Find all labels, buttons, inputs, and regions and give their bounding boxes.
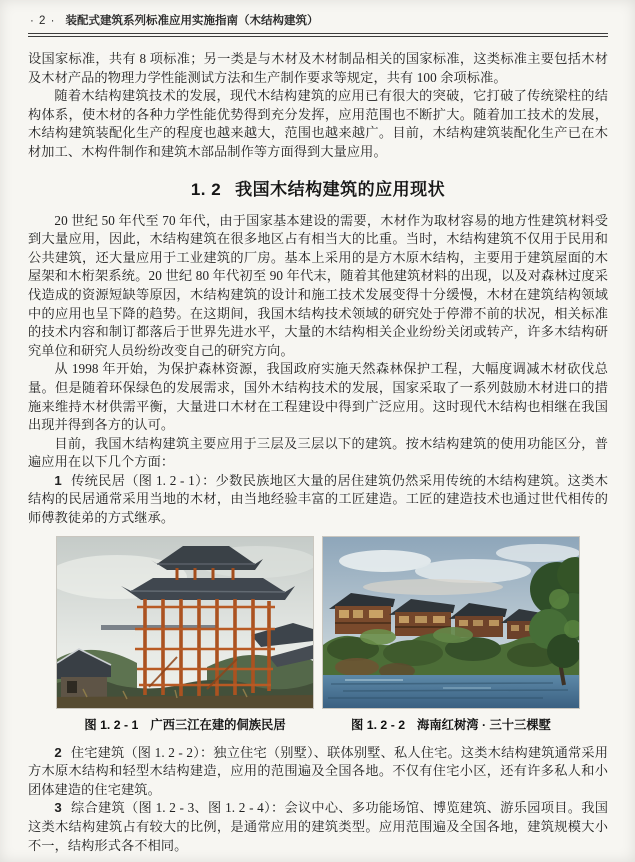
- item-text: 住宅建筑（图 1. 2 - 2）：独立住宅（别墅）、联体别墅、私人住宅。这类木结构建筑通常采用方木原木结构和轻型木结构建造，应用的范围遍及全国各地。不仅有住宅小区，还有许多私人和小团体建造的住宅建筑。: [28, 744, 608, 797]
- figures-row: [28, 537, 608, 733]
- paragraph: 目前，我国木结构建筑主要应用于三层及三层以下的建筑。按木结构建筑的使用功能区分，普遍应用在以下几个方面：: [28, 435, 608, 470]
- list-item-2: [28, 744, 608, 800]
- header-double-rule: [28, 33, 608, 37]
- item-number: 1: [54, 472, 62, 488]
- figure-caption-label: 图 1. 2 - 1: [84, 717, 139, 732]
- figure-caption-title: 广西三江在建的侗族民居: [150, 717, 286, 732]
- section-number: 1. 2: [190, 179, 222, 199]
- page-body: [28, 50, 608, 855]
- paragraph: 20 世纪 50 年代至 70 年代，由于国家基本建设的需要，木材作为取材容易的地方性建筑材料受到大量应用，因此，木结构建筑在很多地区占有相当大的比重。当时，木结构建筑不仅用于民用和公共建筑，还大量应用于工业建筑的厂房。基本上采用的是方木原木结构，主要用于建筑屋面的木屋架和木桁架系统。20 世纪 80 年代初至 90 年代末，随着其他建筑材料的出现，以及对森林过度采伐造成的资源短缺等原因，木结构建筑的设计和施工技术发展变得十分缓慢，木材在建筑结构领域中的应用也呈下降的趋势。在这期间，我国木结构技术领域的研究处于停滞不前的状况，相关标准的技术内容和制订都落后于世界先进水平，大量的木结构相关企业纷纷关闭或转产，许多木结构研究单位和研究人员纷纷改变自己的研究方向。: [28, 212, 608, 358]
- figure-1-2-2: [323, 537, 579, 733]
- page-number: · 2 ·: [30, 15, 56, 27]
- item-text: 综合建筑（图 1. 2 - 3、图 1. 2 - 4）：会议中心、多功能场馆、博览建筑、游乐园项目。我国这类木结构建筑占有较大的比例，是通常应用的建筑类型。应用范围遍及全国各地，建筑规模大小不一，结构形式各不相同。: [28, 800, 608, 853]
- item-number: 2: [54, 744, 62, 760]
- photo-mangrove-bay-villas: [323, 537, 579, 708]
- figure-caption-title: 海南红树湾 · 三十三棵墅: [417, 717, 551, 732]
- paragraph-continued: 设国家标准，共有 8 项标准；另一类是与木材及木材制品相关的国家标准，这类标准主要包括木材及木材产品的物理力学性能测试方法和生产制作要求等规定，共有 100 余项标准。: [28, 51, 608, 85]
- section-heading: [28, 175, 608, 200]
- list-item-1: [28, 472, 608, 528]
- paragraph: 随着木结构建筑技术的发展，现代木结构建筑的应用已有很大的突破，它打破了传统梁柱的结构体系，使木材的各种力学性能优势得到充分发挥，应用范围也不断扩大。随着加工技术的发展，木结构建筑装配化生产的程度也越来越大，范围也越来越广。目前，木结构建筑装配化生产已在木材加工、木构件制作和建筑木部品制作等方面得到大量应用。: [28, 88, 608, 159]
- book-title: 装配式建筑系列标准应用实施指南（木结构建筑）: [65, 15, 319, 27]
- figure-caption: [57, 715, 313, 733]
- paragraph: 从 1998 年开始，为保护森林资源，我国政府实施天然森林保护工程，大幅度调减木材砍伐总量。但是随着环保绿色的发展需求，国外木结构技术的发展，国家采取了一系列鼓励木材进口的措施来维持木材供需平衡，大量进口木材在工程建设中得到广泛应用。这时现代木结构也相继在我国出现并得到各方的认可。: [28, 361, 608, 433]
- running-header: [28, 12, 608, 28]
- item-text: 传统民居（图 1. 2 - 1）：少数民族地区大量的居住建筑仍然采用传统的木结构建筑。这类木结构的民居通常采用当地的木材，由当地经验丰富的工匠建造。工匠的建造技术也通过世代相传的师傅教徒弟的方式继承。: [28, 472, 608, 526]
- item-number: 3: [54, 800, 62, 816]
- figure-caption-label: 图 1. 2 - 2: [351, 717, 406, 732]
- figure-caption: [323, 715, 579, 733]
- list-item-3: [28, 799, 608, 855]
- photo-dong-dwelling-construction: [57, 537, 313, 708]
- figure-1-2-1: [57, 537, 313, 733]
- section-title: 我国木结构建筑的应用现状: [235, 179, 446, 199]
